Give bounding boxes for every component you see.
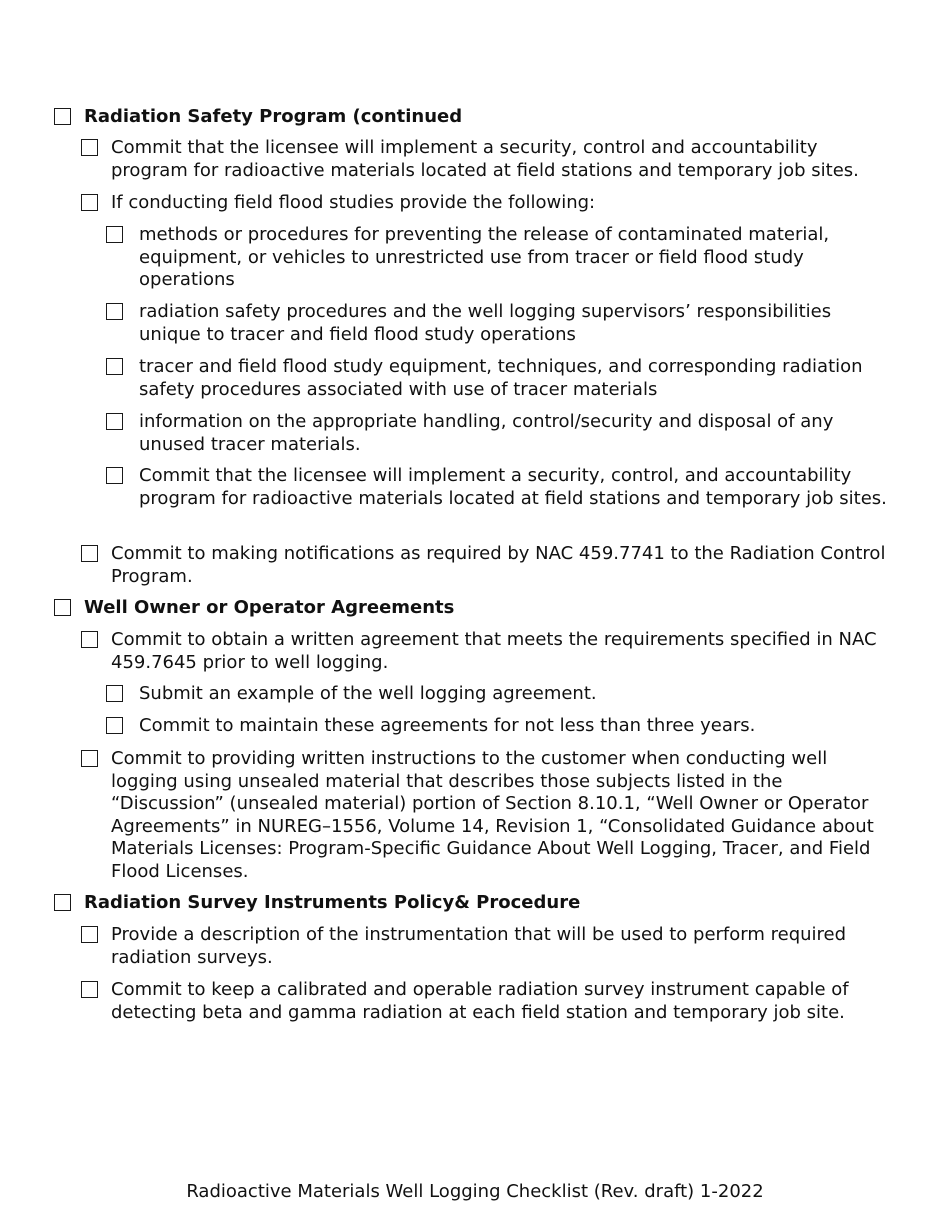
item-text: Commit to making notifications as required by NAC 459.7741 to the Radiation Control Program. (111, 543, 886, 587)
checkbox[interactable] (106, 685, 123, 702)
checkbox[interactable] (106, 413, 123, 430)
checklist-subitem (106, 301, 892, 346)
item-text: Commit that the licensee will implement a security, control and accountability program for radioactive materials located at field stations and temporary job sites. (111, 137, 859, 181)
item-text: Commit to maintain these agreements for not less than three years. (139, 715, 756, 736)
item-text: radiation safety procedures and the well logging supervisors’ responsibilities unique to tracer and field flood study operations (139, 301, 832, 345)
checkbox[interactable] (54, 894, 71, 911)
item-text: Commit to providing written instructions to the customer when conducting well logging using unsealed material that describes those subjects listed in the “Discussion” (unsealed material) portion of Section 8.10.1, “Well Owner or Operator Agreements” in NUREG–1556, Volume 14, Revision 1, “Consolidated Guidance about Materials Licenses: Program-Specific Guidance About Well Logging, Tracer, and Field Flood Licenses. (111, 748, 874, 882)
checkbox[interactable] (54, 108, 71, 125)
item-text: tracer and field flood study equipment, techniques, and corresponding radiation safety procedures associated with use of tracer materials (139, 356, 863, 400)
checklist-item (81, 137, 892, 182)
checkbox[interactable] (81, 631, 98, 648)
checklist-subitem (106, 356, 892, 401)
checklist-subitem (106, 683, 892, 706)
checkbox[interactable] (54, 599, 71, 616)
section-header-radiation-safety-program (54, 106, 892, 129)
checkbox[interactable] (81, 545, 98, 562)
checkbox[interactable] (81, 194, 98, 211)
checkbox[interactable] (81, 981, 98, 998)
item-text: Submit an example of the well logging agreement. (139, 683, 597, 704)
checklist-subitem (106, 465, 892, 510)
checkbox[interactable] (81, 139, 98, 156)
item-text: Commit to keep a calibrated and operable radiation survey instrument capable of detecting beta and gamma radiation at each field station and temporary job site. (111, 979, 849, 1023)
section-title: Radiation Survey Instruments Policy& Procedure (84, 892, 581, 913)
checkbox[interactable] (106, 467, 123, 484)
checkbox[interactable] (106, 358, 123, 375)
checkbox[interactable] (106, 303, 123, 320)
checkbox[interactable] (81, 750, 98, 767)
item-text: Commit to obtain a written agreement that meets the requirements specified in NAC 459.7645 prior to well logging. (111, 629, 877, 673)
checklist-item (81, 629, 892, 674)
item-text: methods or procedures for preventing the release of contaminated material, equipment, or vehicles to unrestricted use from tracer or field flood study operations (139, 224, 830, 290)
item-text: information on the appropriate handling, control/security and disposal of any unused tracer materials. (139, 411, 834, 455)
checkbox[interactable] (106, 717, 123, 734)
checklist-item (81, 192, 892, 215)
page-footer: Radioactive Materials Well Logging Checklist (Rev. draft) 1-2022 (186, 1181, 764, 1202)
checkbox[interactable] (106, 226, 123, 243)
checklist-subitem (106, 224, 892, 292)
item-text: If conducting field flood studies provide the following: (111, 192, 596, 213)
checklist-item (81, 979, 892, 1024)
checklist-item (81, 924, 892, 969)
section-title: Radiation Safety Program (continued (84, 106, 463, 127)
section-title: Well Owner or Operator Agreements (84, 597, 455, 618)
section-header-well-owner-agreements (54, 597, 892, 620)
checklist-item (81, 748, 892, 883)
checklist-subitem (106, 715, 892, 738)
checkbox[interactable] (81, 926, 98, 943)
checklist-item (81, 543, 892, 588)
item-text: Commit that the licensee will implement a security, control, and accountability program for radioactive materials located at field stations and temporary job sites. (139, 465, 887, 509)
section-header-radiation-survey-instruments (54, 892, 892, 915)
checklist-subitem (106, 411, 892, 456)
item-text: Provide a description of the instrumentation that will be used to perform required radiation surveys. (111, 924, 847, 968)
